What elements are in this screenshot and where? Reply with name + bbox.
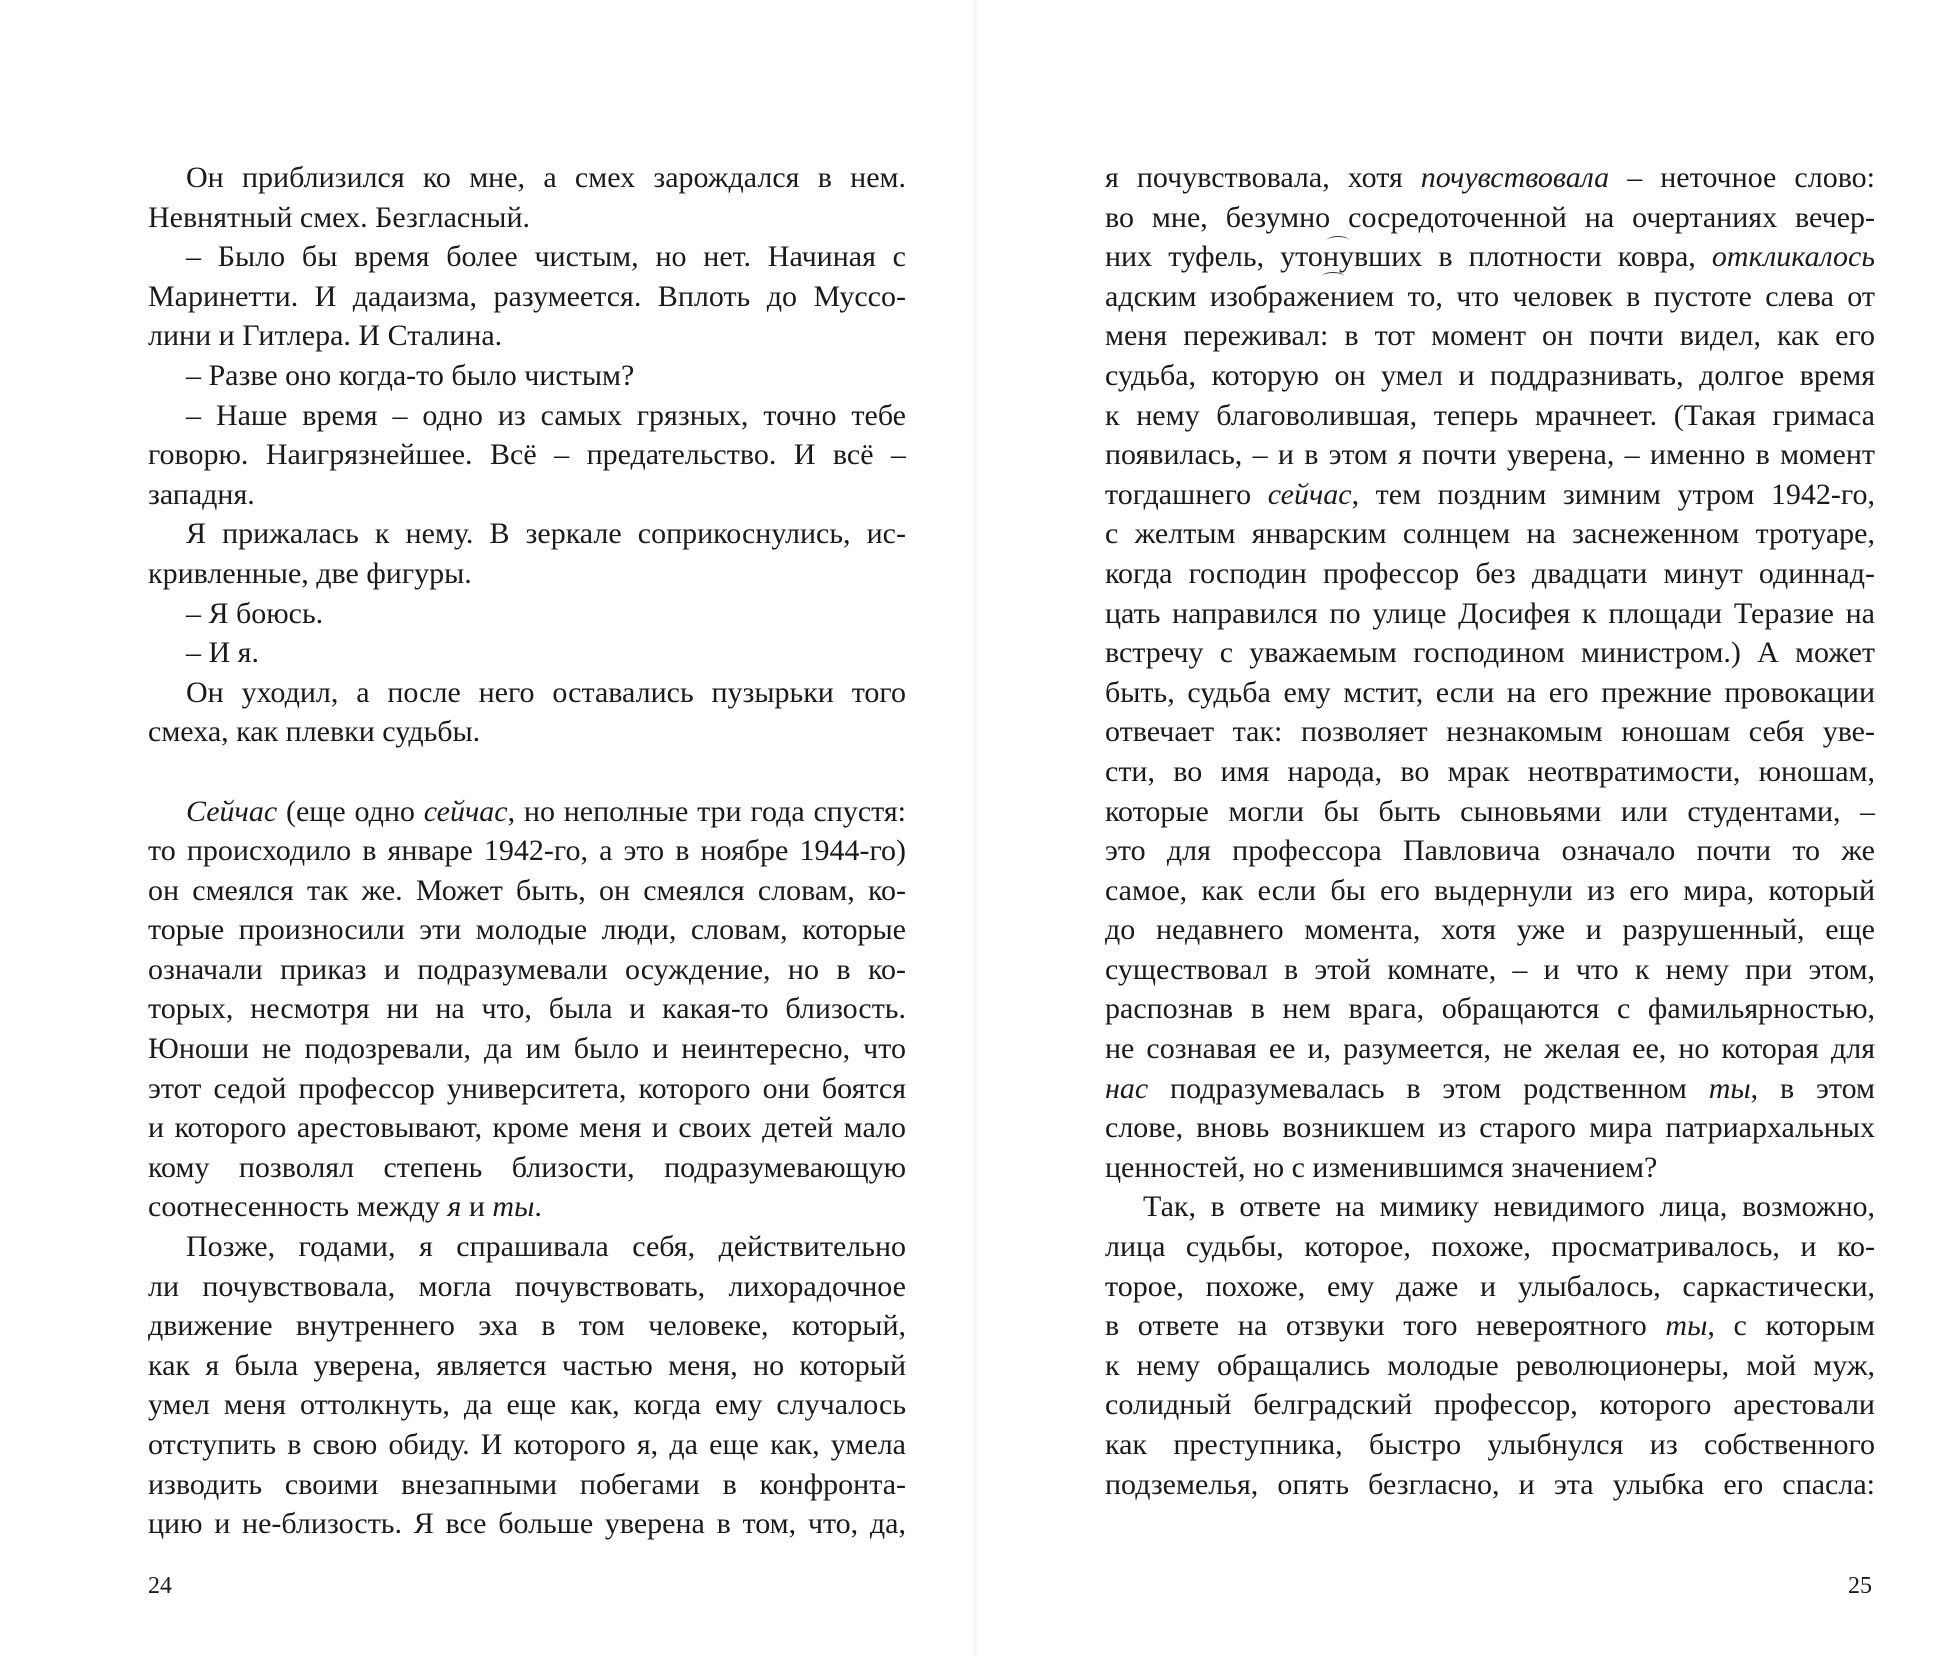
- text-run: я почувствовала, хотя: [1105, 161, 1421, 194]
- text-run: , с которым: [1707, 1309, 1875, 1343]
- text-line: изводить своими внезапными побегами в конфронта-: [148, 1467, 906, 1501]
- text-run: (еще одно: [277, 794, 424, 828]
- text-line: как преступника, быстро улыбнулся из собственного: [1105, 1428, 1875, 1461]
- text-line: не сознавая ее и, разумеется, не желая ее, но которая для: [1105, 1032, 1875, 1066]
- text-run: в ответе на отзвуки того невероятного: [1105, 1309, 1666, 1343]
- book-gutter: [972, 0, 978, 1655]
- text-line: говорю. Наигрязнейшее. Всё – предательство. И всё –: [148, 438, 906, 472]
- italic-run: откликалось: [1711, 240, 1875, 274]
- text-line: – Разве оно когда-то было чистым?: [186, 358, 635, 392]
- italic-run: ты: [1665, 1309, 1708, 1343]
- italic-run: нас: [1105, 1071, 1149, 1105]
- text-line: встречу с уважаемым господином министром.) А может: [1105, 636, 1875, 670]
- text-line: – Наше время – одно из самых грязных, точно тебе: [186, 398, 906, 432]
- text-run: .: [534, 1190, 542, 1224]
- text-line: [148, 752, 906, 792]
- text-line: кому позволял степень близости, подразумевающую: [148, 1150, 906, 1184]
- pencil-mark: [1322, 272, 1344, 281]
- text-line: торые произносили эти молодые люди, словам, которые: [148, 913, 906, 947]
- text-line: он смеялся так же. Может быть, он смеялся словам, ко-: [148, 873, 906, 907]
- text-line: которые могли бы быть сыновьями или студентами, –: [1105, 794, 1875, 828]
- text-run: , тем поздним зимним утром 1942-го,: [1351, 477, 1875, 511]
- page-number-right: 25: [1848, 1573, 1872, 1599]
- text-line: судьба, которую он умел и поддразнивать, долгое время: [1105, 358, 1875, 392]
- italic-run: ты: [1708, 1071, 1751, 1105]
- pencil-mark: [1327, 236, 1349, 245]
- text-line: Позже, годами, я спрашивала себя, действительно: [186, 1230, 906, 1264]
- text-line: движение внутреннего эха в том человеке, который,: [148, 1309, 906, 1343]
- text-line: с желтым январским солнцем на заснеженном тротуаре,: [1105, 517, 1875, 551]
- text-line: западня.: [148, 477, 255, 511]
- text-line: цать направился по улице Досифея к площади Теразие на: [1105, 596, 1875, 630]
- text-line: лини и Гитлера. И Сталина.: [148, 319, 503, 353]
- text-run: – неточное слово:: [1609, 161, 1876, 194]
- text-line: [1105, 158, 1875, 198]
- text-line: это для профессора Павловича означало почти то же: [1105, 834, 1875, 868]
- text-line: солидный белградский профессор, которого арестовали: [1105, 1388, 1875, 1422]
- text-line: кривленные, две фигуры.: [148, 556, 472, 590]
- right-page-text: [1105, 158, 1875, 1504]
- text-line: [1105, 475, 1875, 515]
- text-line: – И я.: [186, 636, 259, 670]
- text-line: Он уходил, а после него оставались пузырьки того: [186, 675, 906, 709]
- text-line: ли почувствовала, могла почувствовать, лихорадочное: [148, 1269, 906, 1303]
- text-line: сти, во имя народа, во мрак неотвратимости, юношам,: [1105, 754, 1875, 788]
- text-line: Он приблизился ко мне, а смех зарождался в нем.: [186, 161, 906, 194]
- text-line: – Было бы время более чистым, но нет. Начиная с: [186, 240, 906, 274]
- text-line: [148, 1187, 906, 1227]
- italic-run: почувствовала: [1420, 161, 1610, 194]
- text-line: Юноши не подозревали, да им было и неинтересно, что: [148, 1032, 906, 1066]
- text-line: [1105, 1306, 1875, 1346]
- text-line: торое, похоже, ему даже и улыбалось, саркастически,: [1105, 1269, 1875, 1303]
- text-line: к нему благоволившая, теперь мрачнеет. (Такая гримаса: [1105, 398, 1875, 432]
- italic-run: ты: [492, 1190, 535, 1224]
- text-line: умел меня оттолкнуть, да еще как, когда ему случалось: [148, 1388, 906, 1422]
- italic-run: сейчас: [1267, 477, 1352, 511]
- text-run: соотнесенность между: [148, 1190, 448, 1224]
- text-line: торых, несмотря ни на что, была и какая-то близость.: [148, 992, 906, 1026]
- text-line: адским изображением то, что человек в пустоте слева от: [1105, 279, 1875, 313]
- text-run: тогдашнего: [1105, 477, 1268, 511]
- text-line: отвечает так: позволяет незнакомым юношам себя уве-: [1105, 715, 1875, 749]
- text-line: этот седой профессор университета, которого они боятся: [148, 1071, 906, 1105]
- text-line: Маринетти. И дадаизма, разумеется. Вплоть до Муссо-: [148, 279, 906, 313]
- text-line: самое, как если бы его выдернули из его мира, который: [1105, 873, 1875, 907]
- text-line: когда господин профессор без двадцати минут одиннад-: [1105, 556, 1875, 590]
- text-line: Невнятный смех. Безгласный.: [148, 200, 531, 234]
- text-line: во мне, безумно сосредоточенной на очертаниях вечер-: [1105, 200, 1875, 234]
- text-line: – Я боюсь.: [186, 596, 324, 630]
- text-line: меня переживал: в тот момент он почти видел, как его: [1105, 319, 1875, 353]
- text-line: смеха, как плевки судьбы.: [148, 715, 481, 749]
- text-line: то происходило в январе 1942-го, а это в ноябре 1944-го): [148, 834, 906, 868]
- text-line: и которого арестовывают, кроме меня и своих детей мало: [148, 1111, 906, 1145]
- text-line: слове, вновь возникшем из старого мира патриархальных: [1105, 1111, 1875, 1145]
- text-run: , в этом: [1750, 1071, 1875, 1105]
- italic-run: я: [447, 1190, 462, 1224]
- text-run: подразумевалась в этом родственном: [1148, 1071, 1709, 1105]
- text-line: [148, 792, 906, 832]
- text-line: как я была уверена, является частью меня, но который: [148, 1348, 906, 1382]
- italic-run: сейчас: [423, 794, 508, 828]
- text-line: до недавнего момента, хотя уже и разрушенный, еще: [1105, 913, 1875, 947]
- text-line: лица судьбы, которое, похоже, просматривалось, и ко-: [1105, 1230, 1875, 1264]
- text-line: появилась, – и в этом я почти уверена, – именно в момент: [1105, 438, 1875, 472]
- text-run: и: [461, 1190, 493, 1224]
- text-line: подземелья, опять безгласно, и эта улыбка его спасла:: [1105, 1467, 1875, 1501]
- text-line: ценностей, но с изменившимся значением?: [1105, 1150, 1658, 1184]
- text-line: существовал в этой комнате, – и что к нему при этом,: [1105, 952, 1875, 986]
- text-line: [1105, 1069, 1875, 1109]
- page-number-left: 24: [148, 1573, 172, 1599]
- italic-run: Сейчас: [186, 794, 278, 828]
- text-line: [1105, 237, 1875, 277]
- text-line: быть, судьба ему мстит, если на его прежние провокации: [1105, 675, 1875, 709]
- text-line: распознав в нем врага, обращаются с фамильярностью,: [1105, 992, 1875, 1026]
- text-line: Я прижалась к нему. В зеркале соприкоснулись, ис-: [186, 517, 906, 551]
- text-line: цию и не-близость. Я все больше уверена в том, что, да,: [148, 1507, 906, 1541]
- text-run: них туфель, утонувших в плотности ковра,: [1105, 240, 1712, 274]
- text-line: отступить в свою обиду. И которого я, да еще как, умела: [148, 1428, 906, 1461]
- text-line: к нему обращались молодые революционеры, мой муж,: [1105, 1348, 1875, 1382]
- text-line: означали приказ и подразумевали осуждение, но в ко-: [148, 952, 906, 986]
- text-run: , но неполные три года спустя:: [507, 794, 906, 828]
- text-line: Так, в ответе на мимику невидимого лица, возможно,: [1143, 1190, 1875, 1224]
- left-page-text: [148, 158, 906, 1544]
